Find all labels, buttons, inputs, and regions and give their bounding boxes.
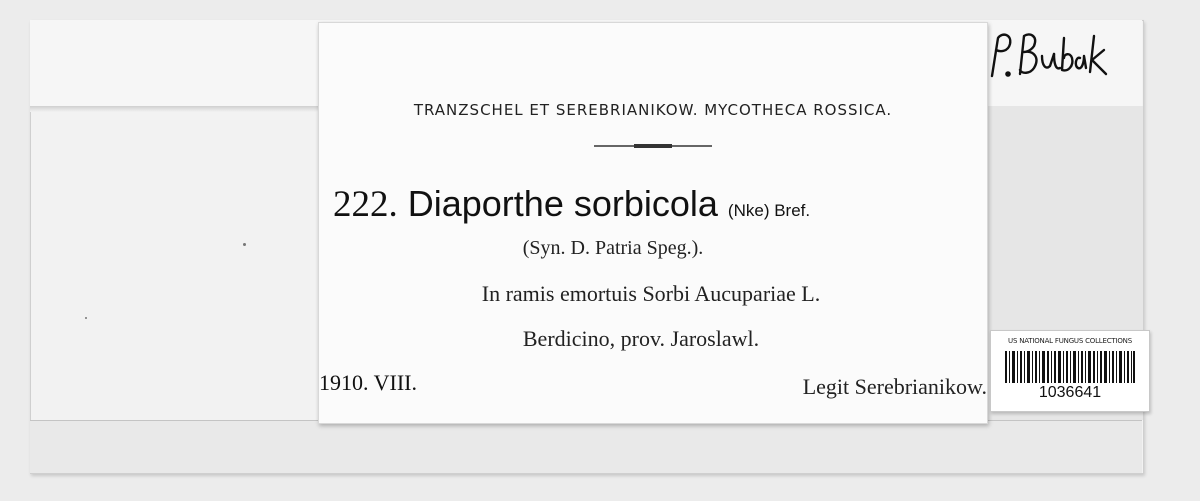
species-name: Diaporthe sorbicola (407, 183, 718, 224)
divider-rule-center (634, 144, 672, 148)
locality-line: Berdicino, prov. Jaroslawl. (522, 326, 760, 351)
series-title: TRANZSCHEL ET SEREBRIANIKOW. MYCOTHECA ROSSICA. (413, 101, 893, 119)
taxon-line (333, 183, 810, 226)
barcode-label (990, 330, 1150, 412)
specimen-label (318, 22, 988, 424)
paper-speck (85, 317, 87, 319)
barcode-icon (1005, 351, 1135, 383)
species-author: (Nke) Bref. (727, 201, 811, 220)
handwritten-signature (984, 26, 1124, 86)
exsiccata-number: 222. (333, 184, 398, 225)
collector-line: Legit Serebrianikow. (802, 374, 987, 399)
paper-speck (243, 243, 246, 246)
barcode-number: 1036641 (1038, 384, 1102, 401)
barcode-header: US NATIONAL FUNGUS COLLECTIONS (1008, 337, 1132, 345)
habitat-line: In ramis emortuis Sorbi Aucupariae L. (481, 281, 821, 306)
packet-bottom-fold (30, 420, 1142, 473)
synonym-line: (Syn. D. Patria Speg.). (522, 237, 704, 259)
collection-date: 1910. VIII. (319, 370, 417, 395)
